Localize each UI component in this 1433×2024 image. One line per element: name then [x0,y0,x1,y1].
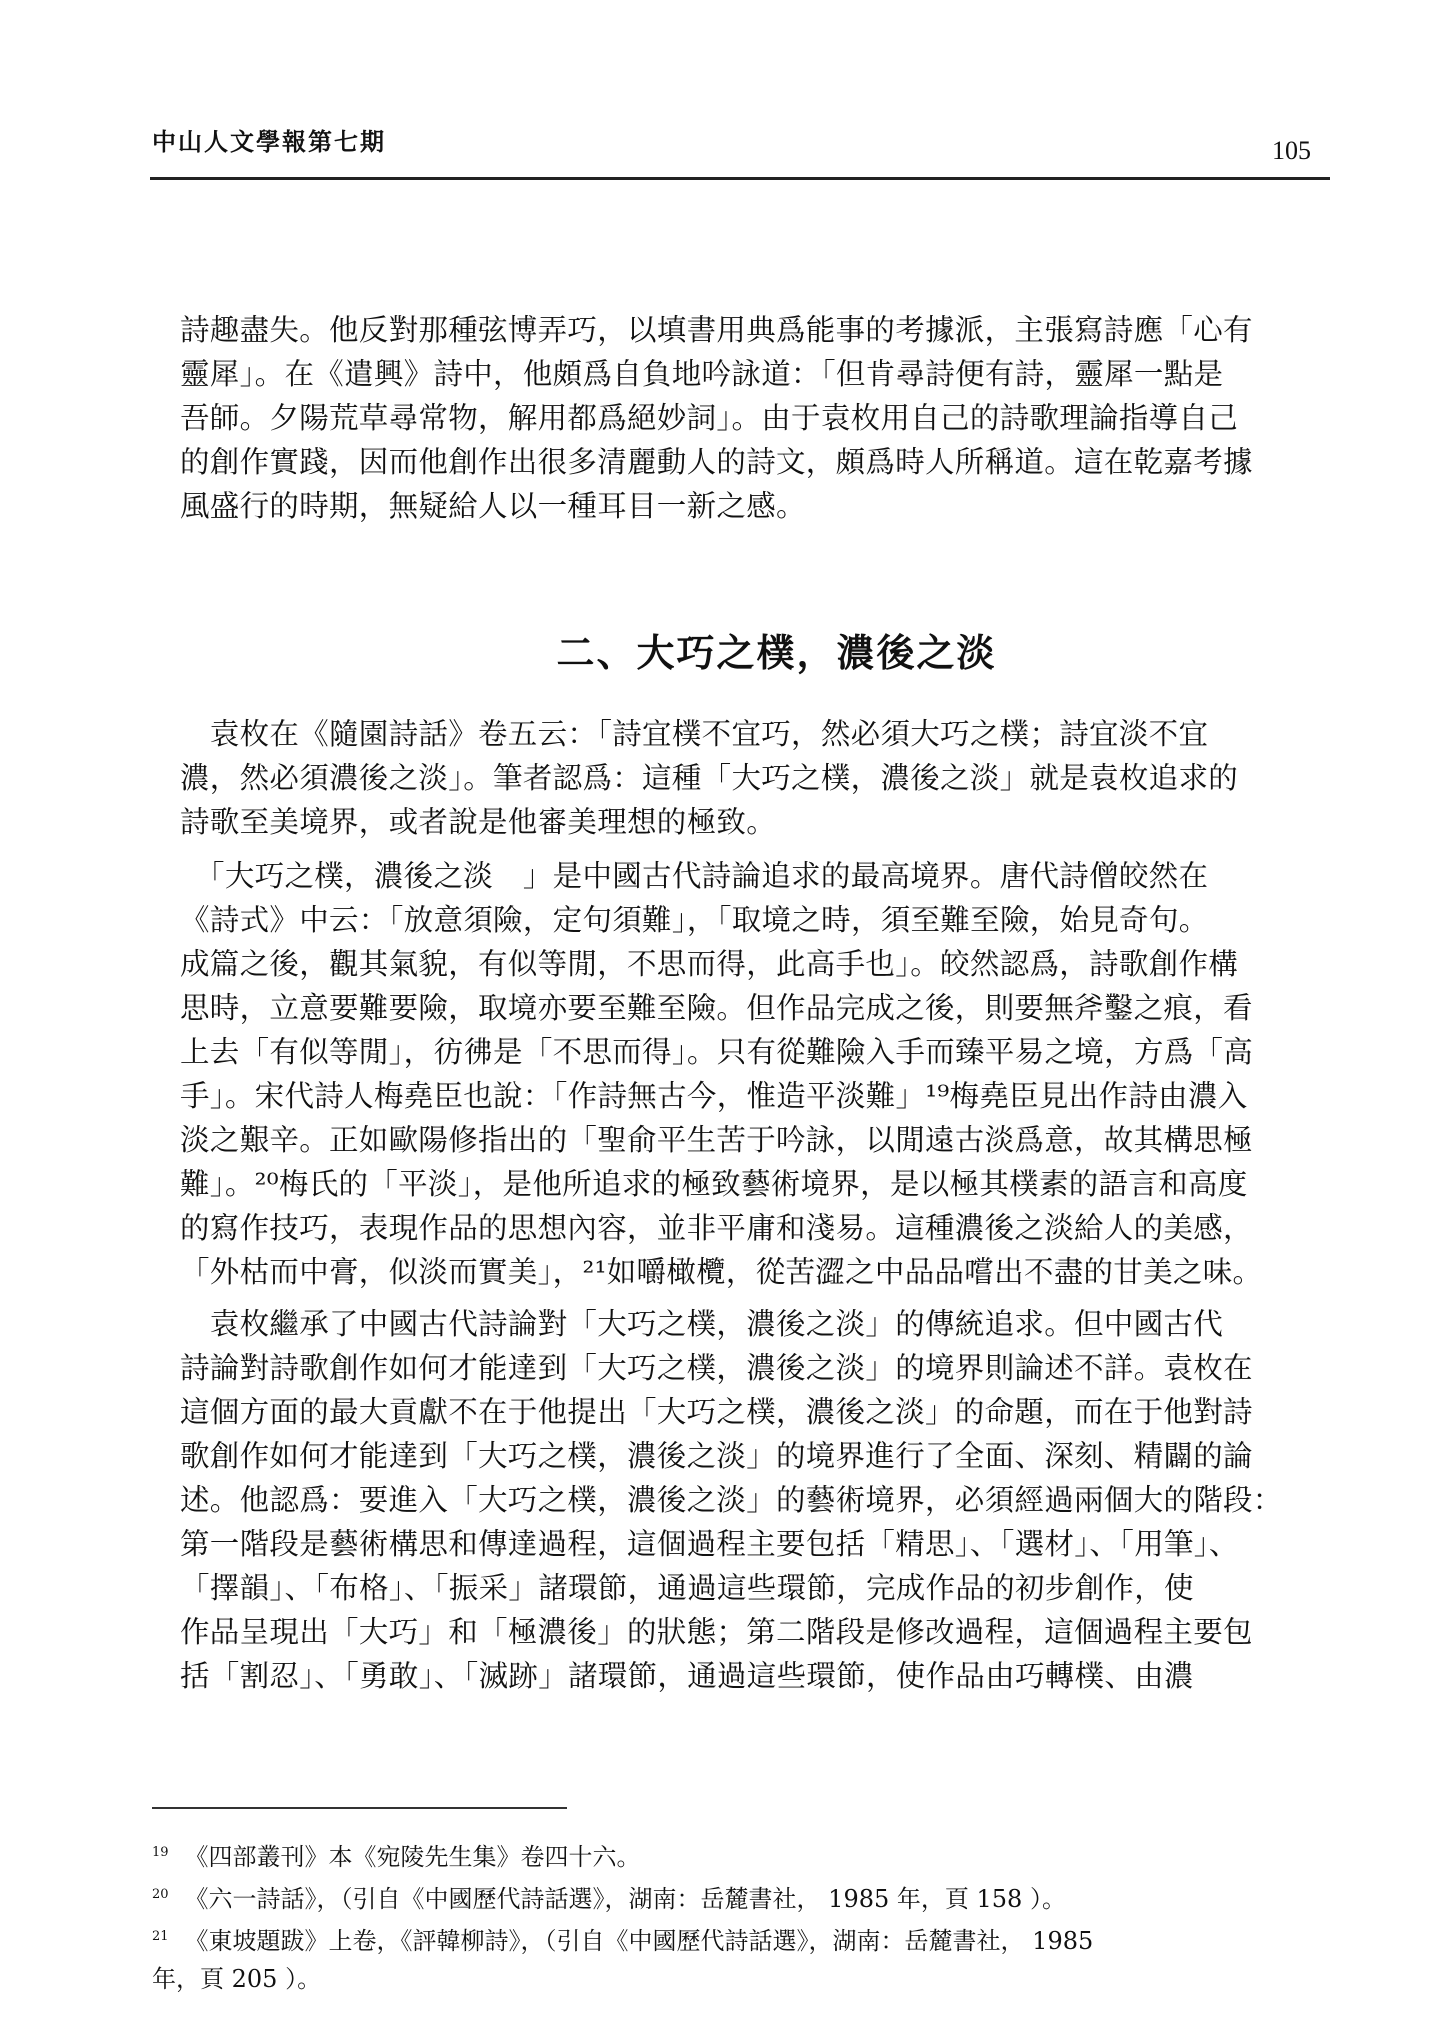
footnote-mark: 21 [152,1929,169,1944]
journal-title: 中山人文學報第七期 [152,128,386,156]
footnote-19 [152,1832,1332,1874]
footnote-mark: 20 [152,1887,169,1902]
text-line: 詩歌至美境界，或者說是他審美理想的極致。 [180,805,777,839]
text-line: 歌創作如何才能達到「大巧之樸，濃後之淡」的境界進行了全面、深刻、精闢的論 [180,1439,1253,1473]
text-line: 詩論對詩歌創作如何才能達到「大巧之樸，濃後之淡」的境界則論述不詳。袁枚在 [180,1351,1253,1385]
text-line: 難」。²⁰梅氏的「平淡」，是他所追求的極致藝術境界，是以極其樸素的語言和高度 [180,1167,1248,1201]
text-line: 「大巧之樸，濃後之淡 」是中國古代詩論追求的最高境界。唐代詩僧皎然在 [180,859,1209,893]
footnote-text: 《四部叢刊》本《宛陵先生集》卷四十六。 [184,1843,641,1871]
text-line: 括「割忍」、「勇敢」、「滅跡」諸環節，通過這些環節，使作品由巧轉樸、由濃 [180,1659,1194,1693]
text-line: 第一階段是藝術構思和傳達過程，這個過程主要包括「精思」、「選材」、「用筆」、 [180,1527,1239,1561]
text-line: 詩趣盡失。他反對那種弦博弄巧，以填書用典爲能事的考據派，主張寫詩應「心有 [180,313,1253,347]
text-line: 思時，立意要難要險，取境亦要至難至險。但作品完成之後，則要無斧鑿之痕，看 [180,991,1253,1025]
footnote-rule [152,1807,567,1809]
text-line: 這個方面的最大貢獻不在于他提出「大巧之樸，濃後之淡」的命題，而在于他對詩 [180,1395,1253,1429]
text-line: 靈犀」。在《遣興》詩中，他頗爲自負地吟詠道：「但肯尋詩便有詩，靈犀一點是 [180,357,1224,391]
text-line: 作品呈現出「大巧」和「極濃後」的狀態；第二階段是修改過程，這個過程主要包 [180,1615,1253,1649]
text-line: 濃，然必須濃後之淡」。筆者認爲：這種「大巧之樸，濃後之淡」就是袁枚追求的 [180,761,1239,795]
footnote-text: 《東坡題跋》上卷，《評韓柳詩》，（引自《中國歷代詩話選》，湖南：岳麓書社， 1985 [184,1927,1094,1955]
paragraph-1 [180,308,1330,528]
footnote-21 [152,1916,1332,1958]
footnotes [152,1832,1332,2000]
footnote-21-continuation: 年，頁 205 ）。 [152,1965,322,1993]
text-line: 淡之艱辛。正如歐陽修指出的「聖俞平生苦于吟詠，以閒遠古淡爲意，故其構思極 [180,1123,1253,1157]
section-heading: 二、大巧之樸，濃後之淡 [556,631,997,675]
text-line: 手」。宋代詩人梅堯臣也說：「作詩無古今，惟造平淡難」¹⁹梅堯臣見出作詩由濃入 [180,1079,1248,1113]
text-line: 袁枚繼承了中國古代詩論對「大巧之樸，濃後之淡」的傳統追求。但中國古代 [180,1307,1224,1341]
text-line: 風盛行的時期，無疑給人以一種耳目一新之感。 [180,489,806,523]
page-number: 105 [1272,136,1311,165]
text-line: 袁枚在《隨園詩話》卷五云：「詩宜樸不宜巧，然必須大巧之樸；詩宜淡不宜 [180,717,1209,751]
paragraph-4 [180,1302,1330,1698]
footnote-text: 《六一詩話》，（引自《中國歷代詩話選》，湖南：岳麓書社， 1985 年，頁 158 ）。 [184,1885,1066,1913]
text-line: 的寫作技巧，表現作品的思想內容，並非平庸和淺易。這種濃後之淡給人的美感， [180,1211,1253,1245]
paragraph-3 [180,854,1330,1294]
paragraph-2 [180,712,1330,844]
text-line: 「外枯而中膏，似淡而實美」，²¹如嚼橄欖，從苦澀之中品品嚐出不盡的甘美之味。 [180,1255,1263,1289]
text-line: 述。他認爲：要進入「大巧之樸，濃後之淡」的藝術境界，必須經過兩個大的階段： [180,1483,1283,1517]
text-line: 「擇韻」、「布格」、「振采」諸環節，通過這些環節，完成作品的初步創作，使 [180,1571,1194,1605]
text-line: 的創作實踐，因而他創作出很多清麗動人的詩文，頗爲時人所稱道。這在乾嘉考據 [180,445,1253,479]
footnote-20 [152,1874,1332,1916]
text-line: 吾師。夕陽荒草尋常物，解用都爲絕妙詞」。由于袁枚用自己的詩歌理論指導自己 [180,401,1239,435]
text-line: 《詩式》中云：「放意須險，定句須難」，「取境之時，須至難至險，始見奇句。 [180,903,1209,937]
text-line: 成篇之後，觀其氣貌，有似等閒，不思而得，此高手也」。皎然認爲，詩歌創作構 [180,947,1239,981]
text-line: 上去「有似等閒」，彷彿是「不思而得」。只有從難險入手而臻平易之境，方爲「高 [180,1035,1254,1069]
footnote-mark: 19 [152,1845,169,1860]
header-rule [150,177,1330,180]
